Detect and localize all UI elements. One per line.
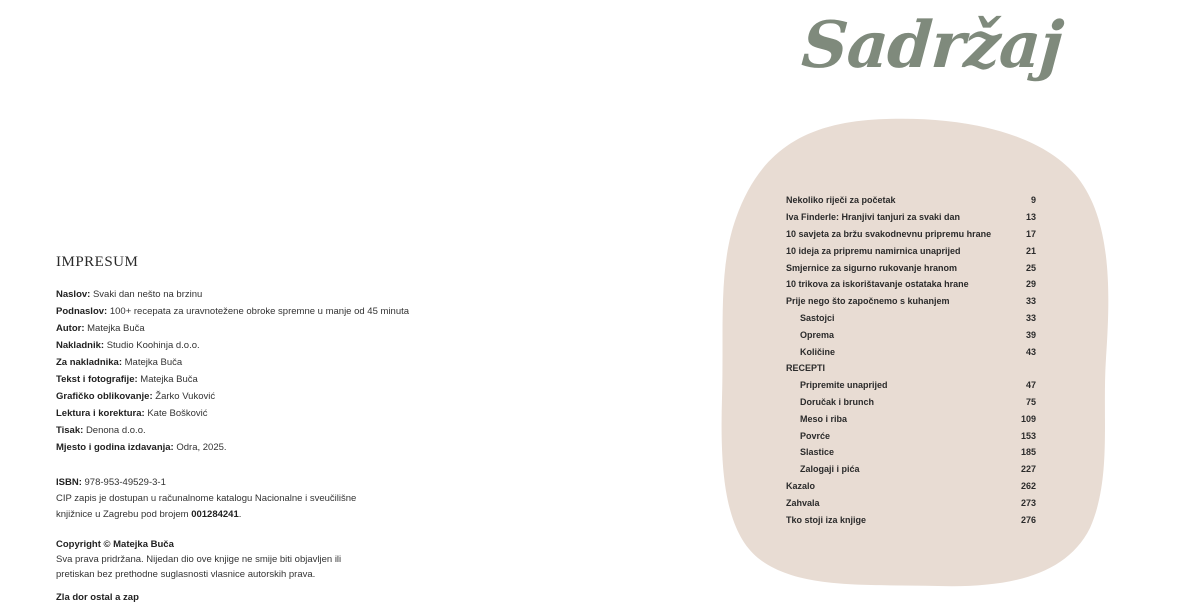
toc-entry-label: Nekoliko riječi za početak (786, 195, 896, 206)
toc-entry-label: 10 savjeta za bržu svakodnevnu pripremu hrane (786, 228, 992, 239)
toc-subentry[interactable] (786, 427, 1036, 444)
impresum-value: Svaki dan nešto na brzinu (92, 289, 203, 300)
toc-entry-label: 10 trikova za iskorištavanje ostataka hrane (786, 279, 969, 290)
impresum-label: Tisak: (56, 425, 84, 436)
impresum-label: Podnaslov: (56, 306, 108, 317)
toc-subentry[interactable] (786, 410, 1036, 427)
toc-entry-label: Iva Finderle: Hranjivi tanjuri za svaki dan (786, 212, 961, 223)
toc-entry-page: 227 (1020, 464, 1036, 475)
impresum-value: Žarko Vuković (155, 391, 216, 402)
toc-entry-page: 13 (1025, 212, 1036, 223)
impresum-title: IMPRESUM (56, 254, 139, 270)
toc-entry-page: 153 (1020, 430, 1036, 441)
impresum-item (56, 303, 409, 320)
impresum-item (56, 422, 409, 439)
toc-entry-page: 276 (1020, 514, 1036, 525)
toc-entry-page: 47 (1025, 380, 1036, 391)
impresum-label: Autor: (56, 323, 85, 334)
impresum-item (56, 388, 409, 405)
toc-entry-page: 29 (1025, 279, 1036, 290)
right-page-contents (600, 0, 1200, 600)
toc-entry-label: Količine (800, 346, 836, 357)
toc-entry-page: 273 (1020, 497, 1036, 508)
toc-entry-label: Zalogaji i pića (800, 464, 860, 475)
copyright-text: Copyright © Matejka Buča (56, 539, 174, 550)
impresum-label: Tekst i fotografije: (56, 374, 138, 385)
impresum-item (56, 405, 409, 422)
toc-entry-page: 9 (1030, 195, 1036, 206)
impresum-value: Matejka Buča (124, 357, 183, 368)
impresum-label: Mjesto i godina izdavanja: (56, 442, 174, 453)
toc-entry-label: 10 ideja za pripremu namirnica unaprijed (786, 245, 961, 256)
impresum-item (56, 320, 409, 337)
toc-entry[interactable] (786, 192, 1036, 209)
cip-line-2 (56, 507, 356, 523)
toc-entry-label: Tko stoji iza knjige (786, 514, 867, 525)
toc-entry-page: 17 (1025, 228, 1036, 239)
toc-entry-label: Doručak i brunch (800, 396, 875, 407)
toc-entry-page: 262 (1020, 480, 1036, 491)
toc-entry[interactable] (786, 209, 1036, 226)
impresum-label: Nakladnik: (56, 340, 105, 351)
impresum-value: Odra, 2025. (176, 442, 227, 453)
toc-entry-page: 43 (1025, 346, 1036, 357)
impresum-label: Lektura i korektura: (56, 408, 145, 419)
copyright-line (56, 537, 341, 552)
toc-entry-label: Prije nego što započnemo s kuhanjem (786, 296, 950, 307)
toc-subentry[interactable] (786, 444, 1036, 461)
toc-entry-label: Pripremite unaprijed (800, 380, 888, 391)
copyright-block (56, 537, 341, 582)
impresum-item (56, 354, 409, 371)
cip-number: 001284241 (191, 509, 239, 520)
toc-entry[interactable] (786, 276, 1036, 293)
toc-entry[interactable] (786, 511, 1036, 528)
impresum-value: Kate Bošković (147, 408, 208, 419)
toc-entry-label: Kazalo (786, 480, 816, 491)
toc-entry-page: 185 (1020, 447, 1036, 458)
toc-section-heading (786, 360, 1036, 377)
impresum-item (56, 371, 409, 388)
toc-entry[interactable] (786, 259, 1036, 276)
toc-entry[interactable] (786, 226, 1036, 243)
rights-line-1: Sva prava pridržana. Nijedan dio ove knjige ne smije biti objavljen ili (56, 554, 342, 565)
toc-subentry[interactable] (786, 310, 1036, 327)
toc-entry[interactable] (786, 293, 1036, 310)
impresum-value: Matejka Buča (140, 374, 198, 385)
cutoff-text: Zla dor ostal a zap (56, 592, 139, 603)
impresum-label: Naslov: (56, 289, 91, 300)
impresum-label: Za nakladnika: (56, 357, 122, 368)
cip-line-1: CIP zapis je dostupan u računalnome katalogu Nacionalne i sveučilišne (56, 493, 357, 504)
toc-subentry[interactable] (786, 461, 1036, 478)
toc-subentry[interactable] (786, 343, 1036, 360)
toc-subentry[interactable] (786, 377, 1036, 394)
toc-entry-label: RECEPTI (786, 363, 826, 374)
toc-entry-page: 39 (1025, 329, 1036, 340)
toc-entry[interactable] (786, 478, 1036, 495)
cip-prefix: knjižnice u Zagrebu pod brojem (56, 509, 189, 520)
isbn-value: 978-953-49529-3-1 (84, 477, 166, 488)
toc-entry-page: 25 (1025, 262, 1036, 273)
rights-line-2: pretiskan bez prethodne suglasnosti vlasnice autorskih prava. (56, 569, 316, 580)
isbn-label: ISBN: (56, 477, 82, 488)
toc-entry-label: Smjernice za sigurno rukovanje hranom (786, 262, 958, 273)
toc-heading: Sadržaj (799, 8, 1065, 83)
toc-entry-page: 33 (1025, 312, 1036, 323)
toc-entry-label: Slastice (800, 447, 835, 458)
toc-entry-page: 75 (1025, 396, 1036, 407)
impresum-label: Grafičko oblikovanje: (56, 391, 153, 402)
toc-subentry[interactable] (786, 394, 1036, 411)
toc-entry-label: Sastojci (800, 312, 835, 323)
toc-entry-page: 109 (1020, 413, 1036, 424)
toc-entry-label: Meso i riba (800, 413, 848, 424)
impresum-list (56, 286, 409, 456)
toc-entry-label: Oprema (800, 329, 835, 340)
toc-entry[interactable] (786, 242, 1036, 259)
toc-entry[interactable] (786, 494, 1036, 511)
isbn-line (56, 475, 356, 491)
toc-entry-label: Povrće (800, 430, 831, 441)
toc-list (786, 192, 1036, 528)
toc-entry-page: 33 (1025, 296, 1036, 307)
impresum-item (56, 439, 409, 456)
isbn-block (56, 475, 356, 523)
impresum-item (56, 286, 409, 303)
impresum-value: Studio Koohinja d.o.o. (106, 340, 200, 351)
impresum-value: 100+ recepata za uravnotežene obroke spremne u manje od 45 minuta (109, 306, 410, 317)
toc-subentry[interactable] (786, 326, 1036, 343)
cip-period: . (238, 509, 242, 520)
impresum-item (56, 337, 409, 354)
toc-entry-label: Zahvala (786, 497, 820, 508)
impresum-value: Matejka Buča (87, 323, 145, 334)
impresum-value: Denona d.o.o. (85, 425, 146, 436)
toc-entry-page: 21 (1025, 245, 1036, 256)
